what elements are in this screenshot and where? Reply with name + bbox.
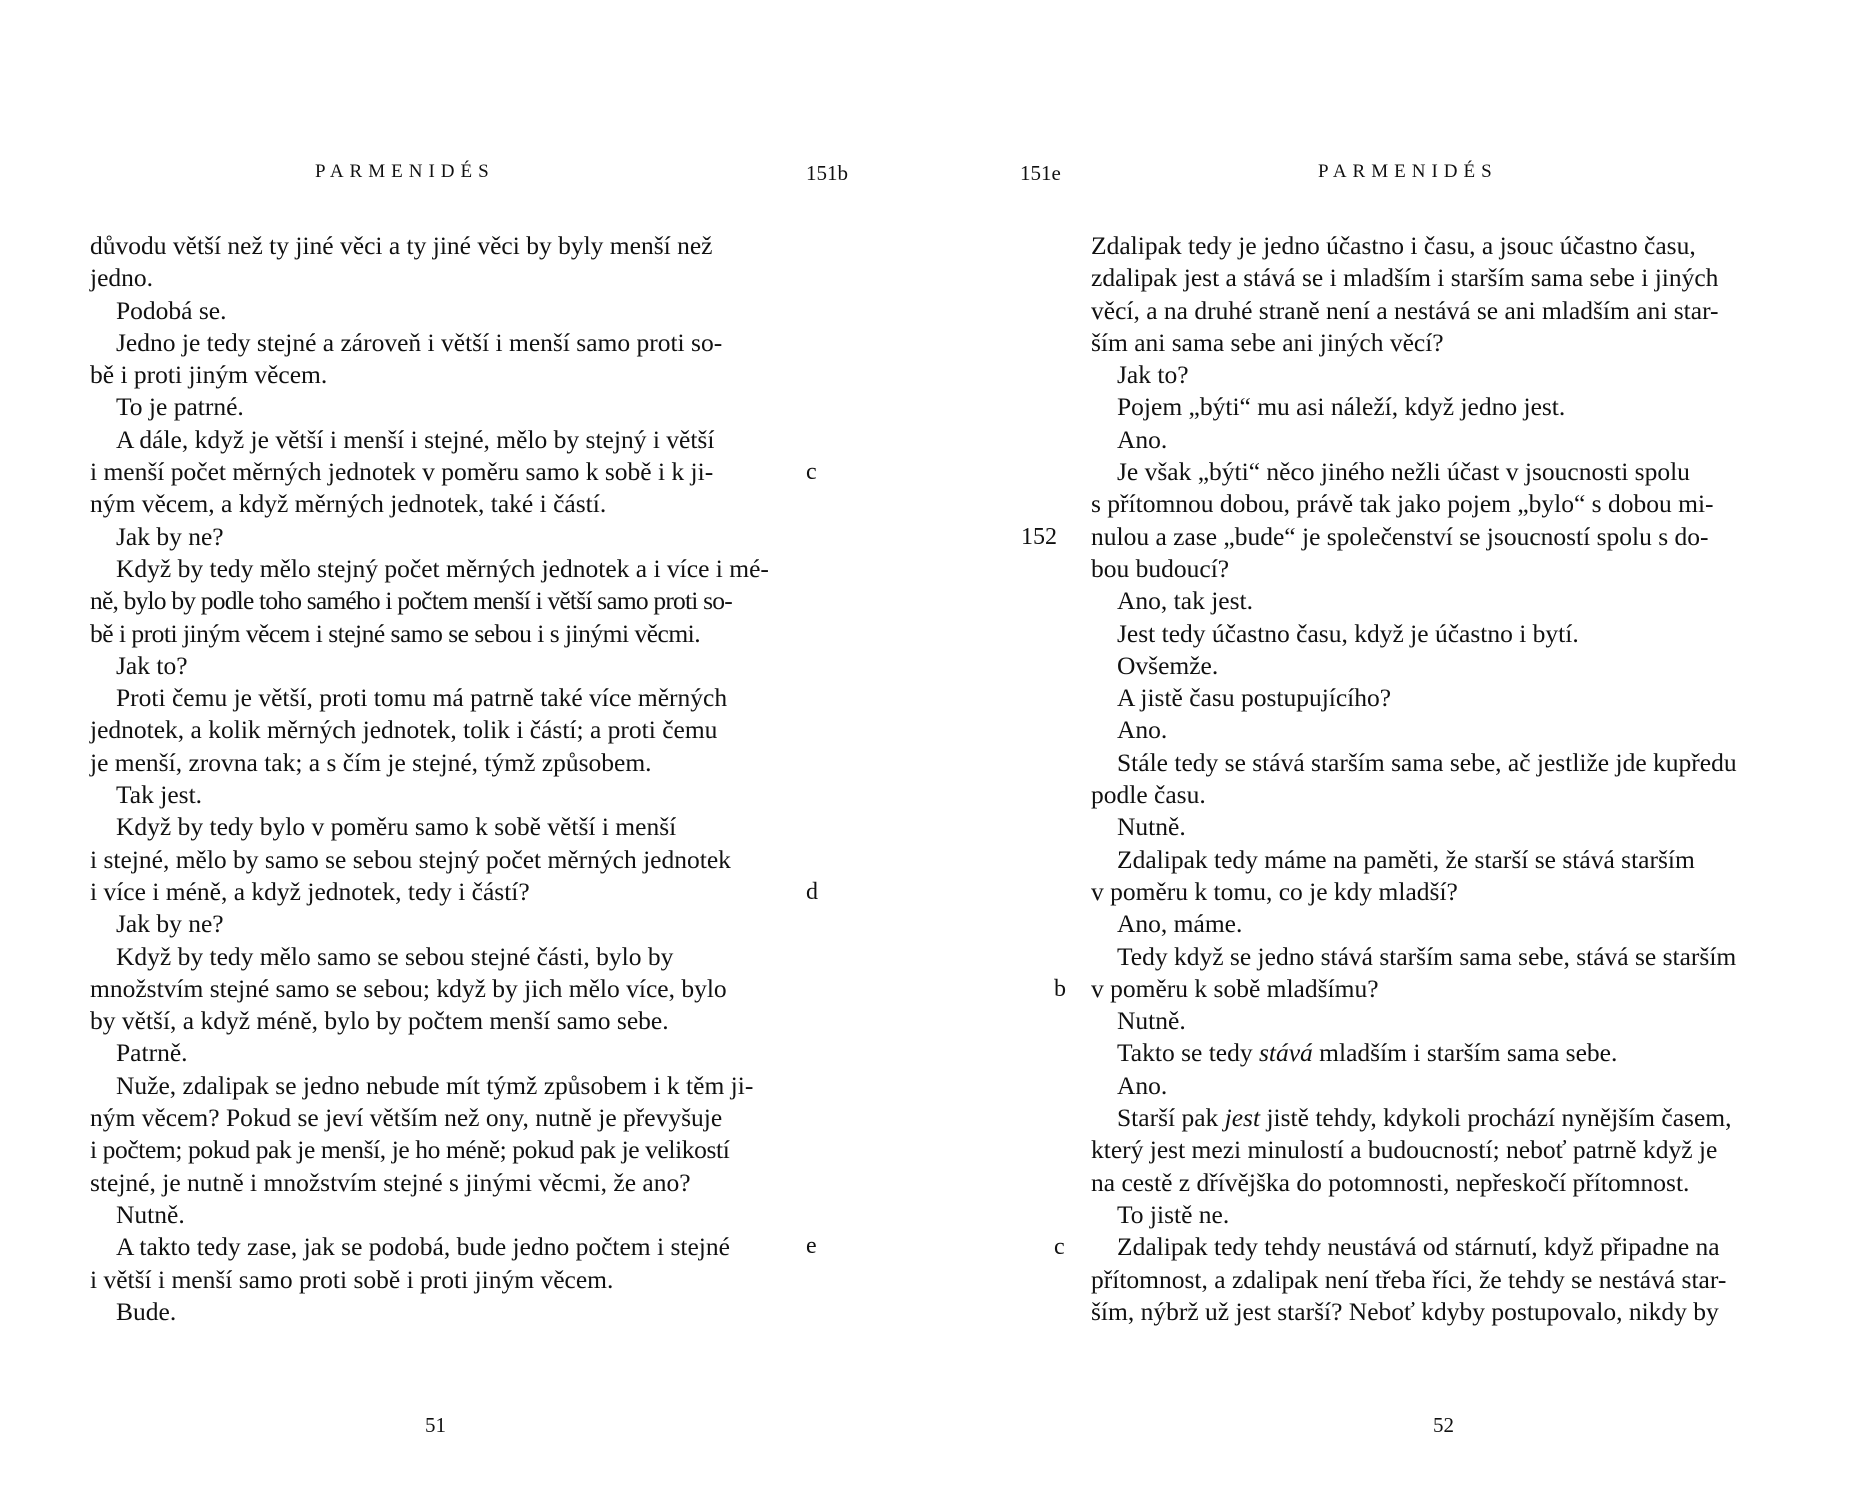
text-line: v poměru k sobě mladšímu?	[1091, 973, 1379, 1003]
margin-marker-d: d	[806, 879, 818, 905]
text-segment: jistě tehdy, kdykoli prochází nynějším časem,	[1266, 1103, 1732, 1133]
text-line: Ano.	[1117, 715, 1168, 745]
text-line: Nutně.	[116, 1199, 185, 1229]
text-line: zdalipak jest a stává se i mladším i starším sama sebe i jiných	[1091, 263, 1719, 293]
margin-marker-b: b	[1054, 976, 1066, 1002]
emphasis-text: stává	[1258, 1038, 1313, 1068]
text-line: A jistě času postupujícího?	[1117, 683, 1392, 713]
text-line: jednotek, a kolik měrných jednotek, tolik i částí; a proti čemu	[90, 715, 718, 745]
text-line: Bude.	[116, 1296, 177, 1326]
stephanus-reference: 151b	[806, 161, 848, 185]
text-line: i stejné, mělo by samo se sebou stejný počet měrných jednotek	[90, 844, 731, 874]
text-line: ším, nýbrž už jest starší? Neboť kdyby postupovalo, nikdy by	[1091, 1296, 1719, 1326]
margin-marker-152: 152	[1021, 524, 1057, 550]
text-line: Proti čemu je větší, proti tomu má patrně také více měrných	[116, 683, 728, 713]
text-line: Ovšemže.	[1117, 650, 1219, 680]
text-line: podle času.	[1091, 780, 1206, 810]
text-line: Zdalipak tedy máme na paměti, že starší se stává starším	[1117, 844, 1695, 874]
margin-marker-c: c	[806, 459, 817, 485]
text-line: bě i proti jiným věcem i stejné samo se sebou i s jinými věcmi.	[90, 618, 701, 648]
text-line: který jest mezi minulostí a budoucností; neboť patrně když je	[1091, 1135, 1718, 1165]
text-line: by větší, a když méně, bylo by počtem menší samo sebe.	[90, 1006, 669, 1036]
text-segment: Takto se tedy	[1117, 1038, 1253, 1068]
text-line: Stále tedy se stává starším sama sebe, ač jestliže jde kupředu	[1117, 747, 1737, 777]
text-line: ným věcem? Pokud se jeví větším než ony, nutně je převyšuje	[90, 1103, 723, 1133]
text-line: i menší počet měrných jednotek v poměru samo k sobě i k ji-	[90, 457, 714, 487]
text-line: přítomnost, a zdalipak není třeba říci, že tehdy se nestává star-	[1091, 1264, 1727, 1294]
margin-marker-c: c	[1054, 1234, 1065, 1260]
text-line: Když by tedy bylo v poměru samo k sobě větší i menší	[116, 812, 677, 842]
text-line: s přítomnou dobou, právě tak jako pojem „bylo“ s dobou mi-	[1091, 489, 1714, 519]
text-line: věcí, a na druhé straně není a nestává se ani mladším ani star-	[1091, 295, 1719, 325]
text-line: Nuže, zdalipak se jedno nebude mít týmž způsobem i k těm ji-	[116, 1070, 754, 1100]
text-line: ším ani sama sebe ani jiných věcí?	[1091, 327, 1444, 357]
text-line: To je patrné.	[116, 392, 244, 422]
emphasis-text: jest	[1224, 1103, 1261, 1133]
right-page	[931, 0, 1862, 1501]
text-line: Nutně.	[1117, 812, 1186, 842]
text-line: Když by tedy mělo stejný počet měrných jednotek a i více i mé-	[116, 553, 769, 583]
text-line: Ano.	[1117, 1070, 1168, 1100]
stephanus-reference: 151e	[1020, 161, 1061, 185]
text-line: Nutně.	[1117, 1006, 1186, 1036]
page-number: 51	[425, 1413, 446, 1437]
text-line: bou budoucí?	[1091, 553, 1230, 583]
text-line: ným věcem, a když měrných jednotek, také i částí.	[90, 489, 607, 519]
text-segment: Starší pak	[1117, 1103, 1219, 1133]
text-line: na cestě z dřívějška do potomnosti, nepřeskočí přítomnost.	[1091, 1167, 1690, 1197]
text-line: v poměru k tomu, co je kdy mladší?	[1091, 876, 1458, 906]
text-line: Když by tedy mělo samo se sebou stejné části, bylo by	[116, 941, 674, 971]
text-line: množstvím stejné samo se sebou; když by jich mělo více, bylo	[90, 973, 727, 1003]
text-line: i více i méně, a když jednotek, tedy i částí?	[90, 876, 530, 906]
text-line: Jak by ne?	[116, 521, 224, 551]
text-line: i větší i menší samo proti sobě i proti jiným věcem.	[90, 1264, 614, 1294]
text-line: Tedy když se jedno stává starším sama sebe, stává se starším	[1117, 941, 1737, 971]
text-line: Zdalipak tedy tehdy neustává od stárnutí, když připadne na	[1117, 1232, 1720, 1262]
text-line: Ano.	[1117, 424, 1168, 454]
text-segment: mladším i starším sama sebe.	[1319, 1038, 1618, 1068]
text-line: Je však „býti“ něco jiného nežli účast v jsoucnosti spolu	[1117, 457, 1690, 487]
text-line: stejné, je nutně i množstvím stejné s jinými věcmi, že ano?	[90, 1167, 691, 1197]
text-line: A takto tedy zase, jak se podobá, bude jedno počtem i stejné	[116, 1232, 730, 1262]
text-line: A dále, když je větší i menší i stejné, mělo by stejný i větší	[116, 424, 715, 454]
text-line: Jak by ne?	[116, 909, 224, 939]
text-line: Jedno je tedy stejné a zároveň i větší i menší samo proti so-	[116, 327, 723, 357]
text-line: Zdalipak tedy je jedno účastno i času, a jsouc účastno času,	[1091, 231, 1696, 260]
page-number: 52	[1433, 1413, 1454, 1437]
text-line: i počtem; pokud pak je menší, je ho méně; pokud pak je velikostí	[90, 1135, 730, 1165]
text-line: Pojem „býti“ mu asi náleží, když jedno jest.	[1117, 392, 1566, 422]
text-line: Patrně.	[116, 1038, 188, 1068]
text-line: ně, bylo by podle toho samého i počtem menší i větší samo proti so-	[90, 586, 732, 616]
text-line	[1091, 1037, 1786, 1069]
text-line: Tak jest.	[116, 780, 203, 810]
text-line: Jak to?	[1117, 360, 1189, 390]
body-text	[1091, 230, 1786, 1328]
running-title: PARMENIDÉS	[1318, 161, 1498, 182]
text-line: důvodu větší než ty jiné věci a ty jiné věci by byly menší než	[90, 231, 713, 260]
text-line: Podobá se.	[116, 295, 227, 325]
margin-marker-e: e	[806, 1233, 817, 1259]
body-text	[90, 230, 780, 1328]
running-title: PARMENIDÉS	[315, 161, 495, 182]
text-line: Jak to?	[116, 650, 188, 680]
text-line: je menší, zrovna tak; a s čím je stejné, týmž způsobem.	[90, 747, 652, 777]
text-line: bě i proti jiným věcem.	[90, 360, 328, 390]
text-line: Jest tedy účastno času, když je účastno i bytí.	[1117, 618, 1579, 648]
text-line: jedno.	[90, 263, 154, 293]
text-line	[1091, 1102, 1786, 1134]
text-line: Ano, máme.	[1117, 909, 1243, 939]
text-line: To jistě ne.	[1117, 1199, 1230, 1229]
text-line: Ano, tak jest.	[1117, 586, 1253, 616]
text-line: nulou a zase „bude“ je společenství se jsoucností spolu s do-	[1091, 521, 1709, 551]
